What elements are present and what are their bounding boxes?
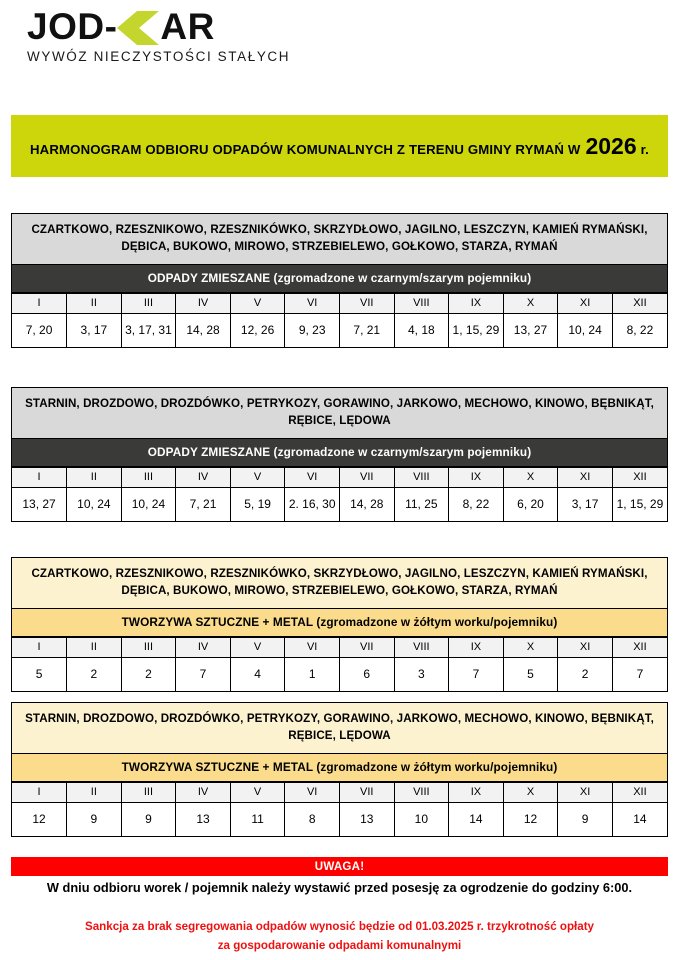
month-header-6: VI (285, 637, 340, 657)
month-header-10: X (503, 637, 558, 657)
collection-dates-cell: 8 (285, 802, 340, 836)
sanction-line-2: za gospodarowanie odpadami komunalnymi (217, 939, 462, 953)
month-header-1: I (12, 467, 67, 487)
month-header-11: XI (558, 637, 613, 657)
collection-dates-table (12, 467, 667, 522)
collection-dates-cell: 4 (230, 657, 285, 691)
collection-dates-cell: 3, 17 (67, 313, 122, 347)
table-row (12, 487, 667, 521)
schedule-table-mixed-group-a (11, 213, 668, 348)
localities-list: STARNIN, DROZDOWO, DROZDÓWKO, PETRYKOZY, GORAWINO, JARKOWO, MECHOWO, KINOWO, BĘBNIKĄT, RĘBICE, LĘDOWA (12, 703, 667, 754)
collection-dates-cell: 10, 24 (67, 487, 122, 521)
month-header-8: VIII (394, 637, 449, 657)
month-header-7: VII (339, 782, 394, 802)
month-header-5: V (230, 782, 285, 802)
collection-dates-cell: 2 (558, 657, 613, 691)
collection-dates-cell: 12 (12, 802, 67, 836)
localities-list: CZARTKOWO, RZESZNIKOWO, RZESZNIKÓWKO, SKRZYDŁOWO, JAGILNO, LESZCZYN, KAMIEŃ RYMAŃSKI, DĘBICA, BUKOWO, MIROWO, STRZEBIELEWO, GOŁKOWO, STARZA, RYMAŃ (12, 214, 667, 265)
month-header-11: XI (558, 293, 613, 313)
logo-tagline: WYWÓZ NIECZYSTOŚCI STAŁYCH (27, 49, 291, 64)
sanction-line-1: Sankcja za brak segregowania odpadów wynosić będzie od 01.03.2025 r. trzykrotność opłaty (84, 920, 594, 933)
month-header-1: I (12, 782, 67, 802)
month-header-12: XII (612, 782, 667, 802)
collection-dates-cell: 1 (285, 657, 340, 691)
collection-dates-cell: 11, 25 (394, 487, 449, 521)
month-header-4: IV (176, 467, 231, 487)
schedule-title (30, 133, 649, 160)
collection-dates-cell: 10, 24 (121, 487, 176, 521)
localities-list: STARNIN, DROZDOWO, DROZDÓWKO, PETRYKOZY, GORAWINO, JARKOWO, MECHOWO, KINOWO, BĘBNIKĄT, RĘBICE, LĘDOWA (12, 388, 667, 439)
collection-dates-cell: 13, 27 (12, 487, 67, 521)
month-header-10: X (503, 467, 558, 487)
month-header-2: II (67, 467, 122, 487)
collection-dates-cell: 3, 17 (558, 487, 613, 521)
month-header-1: I (12, 293, 67, 313)
month-header-2: II (67, 637, 122, 657)
schedule-title-text: HARMONOGRAM ODBIORU ODPADÓW KOMUNALNYCH Z TERENU GMINY RYMAŃ W (30, 141, 581, 157)
month-header-10: X (503, 782, 558, 802)
month-header-2: II (67, 782, 122, 802)
collection-dates-cell: 5 (503, 657, 558, 691)
collection-dates-cell: 10, 24 (558, 313, 613, 347)
month-header-3: III (121, 467, 176, 487)
schedule-table-mixed-group-b (11, 387, 668, 522)
collection-dates-cell: 13 (176, 802, 231, 836)
waste-type-label: ODPADY ZMIESZANE (zgromadzone w czarnym/szarym pojemniku) (12, 265, 667, 293)
collection-dates-cell: 6 (339, 657, 394, 691)
collection-dates-table (12, 293, 667, 348)
month-header-8: VIII (394, 782, 449, 802)
logo-text-before: JOD- (27, 6, 118, 47)
collection-dates-cell: 14, 28 (339, 487, 394, 521)
month-header-6: VI (285, 782, 340, 802)
collection-dates-cell: 1, 15, 29 (612, 487, 667, 521)
month-header-row (12, 467, 667, 487)
month-header-row (12, 293, 667, 313)
notice-heading: UWAGA! (314, 860, 365, 873)
collection-dates-cell: 9 (67, 802, 122, 836)
collection-dates-cell: 10 (394, 802, 449, 836)
notice-main-text: W dniu odbioru worek / pojemnik należy wystawić przed posesję za ogrodzenie do godziny 6:00. (46, 880, 633, 895)
localities-list: CZARTKOWO, RZESZNIKOWO, RZESZNIKÓWKO, SKRZYDŁOWO, JAGILNO, LESZCZYN, KAMIEŃ RYMAŃSKI, DĘBICA, BUKOWO, MIROWO, STRZEBIELEWO, GOŁKOWO, STARZA, RYMAŃ (12, 558, 667, 609)
collection-dates-cell: 5 (12, 657, 67, 691)
sanction-notice (11, 917, 668, 955)
collection-dates-cell: 1, 15, 29 (449, 313, 504, 347)
collection-dates-cell: 9 (121, 802, 176, 836)
schedule-table-plastics-group-b (11, 702, 668, 837)
month-header-9: IX (449, 467, 504, 487)
month-header-12: XII (612, 293, 667, 313)
collection-dates-cell: 8, 22 (612, 313, 667, 347)
month-header-7: VII (339, 637, 394, 657)
collection-dates-table (12, 782, 667, 837)
table-row (12, 657, 667, 691)
logo-text-after: AR (160, 6, 215, 47)
month-header-12: XII (612, 467, 667, 487)
month-header-9: IX (449, 637, 504, 657)
waste-type-label: TWORZYWA SZTUCZNE + METAL (zgromadzone w żółtym worku/pojemniku) (12, 609, 667, 637)
month-header-7: VII (339, 293, 394, 313)
month-header-7: VII (339, 467, 394, 487)
collection-dates-cell: 7, 21 (339, 313, 394, 347)
collection-dates-cell: 7 (449, 657, 504, 691)
month-header-1: I (12, 637, 67, 657)
month-header-10: X (503, 293, 558, 313)
month-header-11: XI (558, 467, 613, 487)
collection-dates-table (12, 637, 667, 692)
month-header-8: VIII (394, 293, 449, 313)
collection-dates-cell: 9 (558, 802, 613, 836)
table-row (12, 313, 667, 347)
month-header-3: III (121, 293, 176, 313)
collection-dates-cell: 2 (121, 657, 176, 691)
notice-heading-banner (11, 857, 668, 876)
month-header-8: VIII (394, 467, 449, 487)
month-header-row (12, 637, 667, 657)
collection-dates-cell: 4, 18 (394, 313, 449, 347)
collection-dates-cell: 7, 20 (12, 313, 67, 347)
month-header-5: V (230, 293, 285, 313)
double-chevron-left-icon (117, 11, 159, 45)
month-header-6: VI (285, 293, 340, 313)
collection-dates-cell: 3, 17, 31 (121, 313, 176, 347)
schedule-year-suffix: r. (640, 141, 649, 157)
logo-wordmark (27, 8, 347, 45)
month-header-3: III (121, 637, 176, 657)
collection-dates-cell: 14 (449, 802, 504, 836)
month-header-row (12, 782, 667, 802)
month-header-2: II (67, 293, 122, 313)
company-logo (27, 8, 347, 64)
collection-dates-cell: 8, 22 (449, 487, 504, 521)
month-header-9: IX (449, 293, 504, 313)
waste-type-label: TWORZYWA SZTUCZNE + METAL (zgromadzone w żółtym worku/pojemniku) (12, 754, 667, 782)
collection-dates-cell: 3 (394, 657, 449, 691)
month-header-11: XI (558, 782, 613, 802)
month-header-6: VI (285, 467, 340, 487)
month-header-12: XII (612, 637, 667, 657)
schedule-title-banner (11, 115, 668, 177)
collection-dates-cell: 7 (176, 657, 231, 691)
schedule-table-plastics-group-a (11, 557, 668, 692)
collection-dates-cell: 6, 20 (503, 487, 558, 521)
collection-dates-cell: 14, 28 (176, 313, 231, 347)
month-header-5: V (230, 467, 285, 487)
waste-type-label: ODPADY ZMIESZANE (zgromadzone w czarnym/szarym pojemniku) (12, 439, 667, 467)
collection-dates-cell: 11 (230, 802, 285, 836)
month-header-3: III (121, 782, 176, 802)
collection-dates-cell: 13 (339, 802, 394, 836)
month-header-4: IV (176, 637, 231, 657)
collection-dates-cell: 9, 23 (285, 313, 340, 347)
collection-dates-cell: 12 (503, 802, 558, 836)
collection-dates-cell: 7, 21 (176, 487, 231, 521)
collection-dates-cell: 14 (612, 802, 667, 836)
collection-dates-cell: 13, 27 (503, 313, 558, 347)
month-header-9: IX (449, 782, 504, 802)
table-row (12, 802, 667, 836)
collection-dates-cell: 2 (67, 657, 122, 691)
collection-dates-cell: 7 (612, 657, 667, 691)
collection-dates-cell: 2. 16, 30 (285, 487, 340, 521)
collection-dates-cell: 12, 26 (230, 313, 285, 347)
schedule-year: 2026 (585, 132, 637, 159)
month-header-4: IV (176, 782, 231, 802)
month-header-4: IV (176, 293, 231, 313)
collection-dates-cell: 5, 19 (230, 487, 285, 521)
month-header-5: V (230, 637, 285, 657)
